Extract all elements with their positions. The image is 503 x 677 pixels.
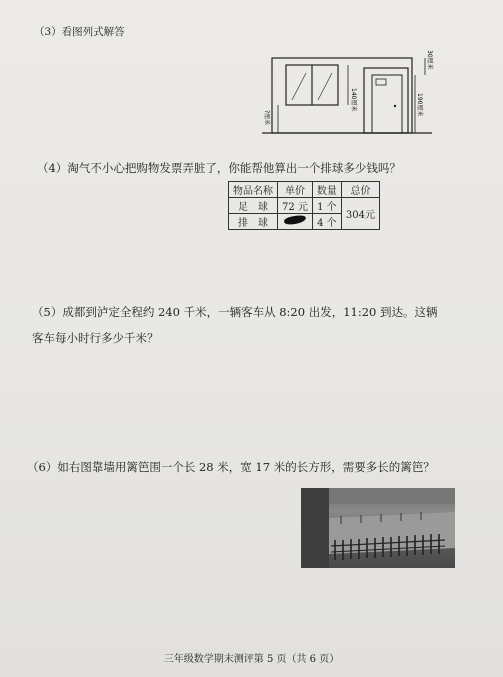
- total-price: 304元: [341, 198, 379, 230]
- item-price: 72 元: [278, 198, 313, 214]
- question-5-line1: （5）成都到泸定全程约 240 千米，一辆客车从 8:20 出发，11:20 到达。这辆: [32, 305, 438, 319]
- table-header: 数量: [312, 182, 341, 198]
- table-header: 总价: [341, 182, 379, 198]
- fence-photo: [301, 488, 455, 568]
- ink-smudge: [284, 215, 307, 226]
- question-3-title: （3）看图列式解答: [34, 26, 125, 38]
- question-6-title: （6）如右图靠墙用篱笆围一个长 28 米，宽 17 米的长方形，需要多长的篱笆？: [27, 460, 435, 474]
- item-name: 足 球: [229, 198, 278, 214]
- table-header: 物品名称: [229, 182, 278, 198]
- table-row: [229, 198, 380, 214]
- receipt-table: [228, 181, 380, 230]
- question-4-title: （4）淘气不小心把购物发票弄脏了，你能帮他算出一个排球多少钱吗？: [37, 161, 401, 175]
- base-height-label: ?厘米: [263, 110, 270, 126]
- window-height-label: 140厘米: [350, 88, 357, 112]
- item-price-smudged: [278, 214, 313, 230]
- page-footer: 三年级数学期末测评第 5 页（共 6 页）: [163, 654, 340, 665]
- door-height-label: 190厘米: [416, 93, 423, 117]
- item-qty: 4 个: [312, 214, 341, 230]
- top-height-label: 30厘米: [426, 50, 433, 70]
- item-name: 排 球: [229, 214, 278, 230]
- wall-door-figure: [260, 38, 440, 138]
- question-5-line2: 客车每小时行多少千米？: [32, 331, 159, 345]
- item-qty: 1 个: [312, 198, 341, 214]
- table-header: 单价: [278, 182, 313, 198]
